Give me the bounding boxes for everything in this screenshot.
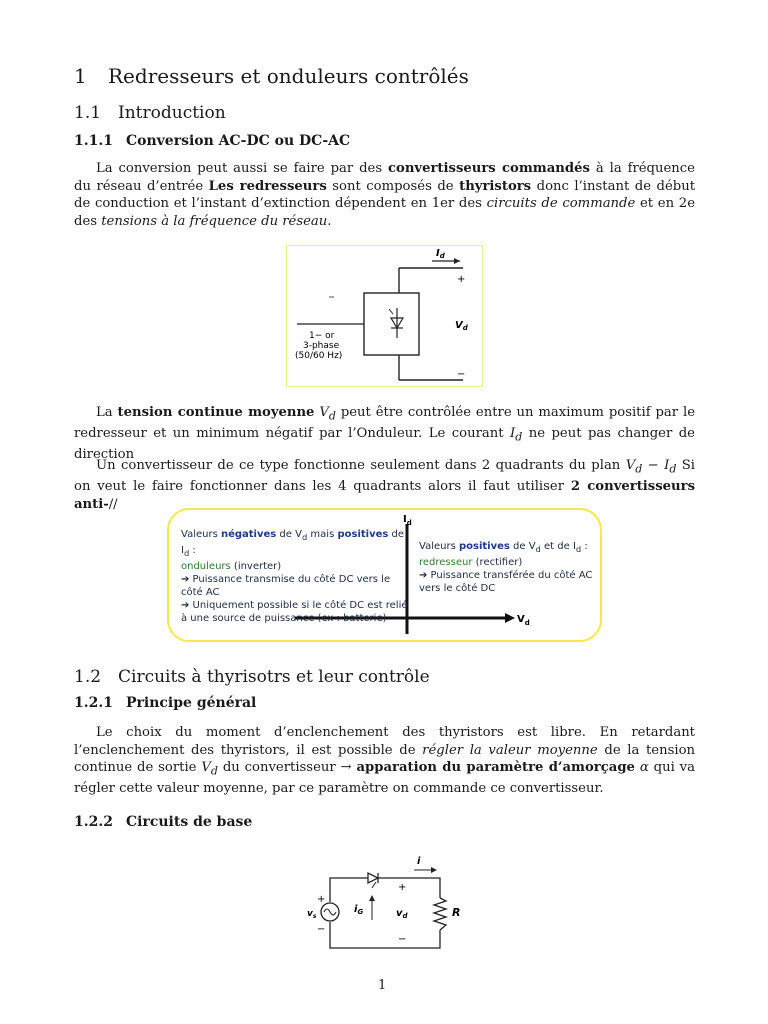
converter-block-diagram [287,246,482,386]
paragraph-principe [74,724,695,798]
input-label-line3: (50/60 Hz) [295,351,343,361]
i-label: i [417,856,421,867]
source-minus: − [317,924,326,935]
axis-vd-label: $V_d$ [517,614,530,627]
math-sub: d [515,430,523,444]
math-sub: d [328,409,336,423]
text: de la tension continue de sortie [74,742,696,775]
math-sub: d [210,764,218,778]
section-number: 1.2 [74,667,102,687]
plus-sign: + [457,274,466,285]
text: sont composés de [326,178,460,194]
thyristor-circuit-diagram [300,852,470,956]
inverter-quadrant-text: Valeurs négatives de $V_d$ mais positives de $I_d$ : onduleurs (inverter) ➔ Puissance transmise du côté DC vers le côté AC ➔ Uniquement possible si le côté DC est relié à une source de puissance (ex : batterie) [181,529,408,624]
math-op: − [642,458,665,473]
ig-label: $i_G$ [354,904,364,916]
vd-label: $v_d$ [396,908,408,920]
text: La conversion peut aussi se faire par des [96,161,389,176]
math-var: V [201,760,211,775]
section-number: 1.2.1 [74,695,113,711]
quadrant-figure [167,508,602,642]
load-plus: + [398,882,407,893]
bold-text: apparation du paramètre d’amorçage [356,760,635,775]
thyristor-symbol [368,873,382,888]
section-heading-1 [74,64,469,88]
text: . [327,213,332,229]
load-minus: − [398,934,407,945]
minus-sign: − [457,369,466,380]
bold-text: 2 convertisseurs anti- [74,479,695,512]
math-var: V [625,458,636,473]
section-title: Circuits à thyrisotrs et leur contrôle [118,667,430,687]
paragraph-conversion [74,160,695,230]
text: et en 2e des [74,196,695,229]
math-sub: d [669,462,677,476]
section-title: Conversion AC-DC ou DC-AC [126,133,351,149]
math-var: V [319,405,329,420]
paragraph-quadrants [74,457,695,513]
source-plus: + [317,894,326,905]
section-heading-1-1-1 [74,133,350,149]
italic-text: régler la valeur moyenne [422,742,598,758]
thyristor-symbol [389,308,403,338]
paragraph-tension [74,404,695,464]
section-title: Redresseurs et onduleurs contrôlés [108,64,469,88]
italic-text: tensions à la fréquence du réseau [101,213,328,229]
section-heading-1-2 [74,667,430,687]
converter-box [364,293,419,355]
r-label: R [452,906,461,919]
section-title: Principe général [126,695,257,711]
text: La [96,405,118,420]
text: du convertisseur → [217,760,357,775]
section-heading-1-2-2 [74,814,252,830]
bold-text: thyristors [459,178,532,194]
section-number: 1.1.1 [74,133,113,149]
text: Si on veut le faire fonctionner dans les 4 quadrants alors il faut utiliser [74,458,695,495]
section-number: 1.1 [74,103,102,123]
section-title: Introduction [118,103,226,123]
axis-id-label: $I_d$ [403,514,412,527]
basic-circuit-figure [300,852,470,956]
section-heading-1-1 [74,103,226,123]
section-heading-1-2-1 [74,695,256,711]
text: peut être contrôlée entre un maximum positif par le redresseur et un minimum négatif par l’Onduleur. Le courant [74,405,695,442]
text: Un convertisseur de ce type fonctionne seulement dans 2 quadrants du plan [96,458,626,473]
bold-text: Les redresseurs [208,178,327,194]
math-var: I [510,426,516,442]
text: Le choix du moment d’enclenchement des thyristors est libre. En retardant l’enclenchement des thyristors, il est possible de [74,725,695,758]
page-number: 1 [378,978,387,993]
section-number: 1.2.2 [74,814,113,830]
text: // [108,496,118,512]
math-var: α [634,760,649,775]
ac-source-symbol [321,903,339,921]
italic-text: circuits de commande [486,196,636,211]
vs-label: $v_s$ [307,909,317,920]
text: donc l’instant de début de conduction et l’instant d’extinction dépendent en 1er des [74,178,695,211]
bold-text: convertisseurs commandés [388,161,590,176]
text: à la fréquence du réseau d’entrée [74,161,695,194]
text: ne peut pas changer de direction [74,426,695,463]
section-number: 1 [74,64,87,88]
resistor-symbol [434,898,446,930]
input-label-line1: 1− or [309,331,335,341]
vd-label: $V_d$ [455,320,468,332]
input-label-line2: 3-phase [303,341,340,351]
id-label: $I_d$ [436,248,445,260]
bold-text: tension continue moyenne [117,405,315,420]
section-title: Circuits de base [126,814,253,830]
converter-block-figure [286,245,483,387]
math-var: I [664,458,670,473]
math-sub: d [635,462,643,476]
rectifier-quadrant-text: Valeurs positives de $V_d$ et de $I_d$ : redresseur (rectifier) ➔ Puissance transférée du côté AC vers le côté DC [419,541,593,594]
text: qui va régler cette valeur moyenne, par ce paramètre on commande ce convertisseur. [74,760,695,797]
